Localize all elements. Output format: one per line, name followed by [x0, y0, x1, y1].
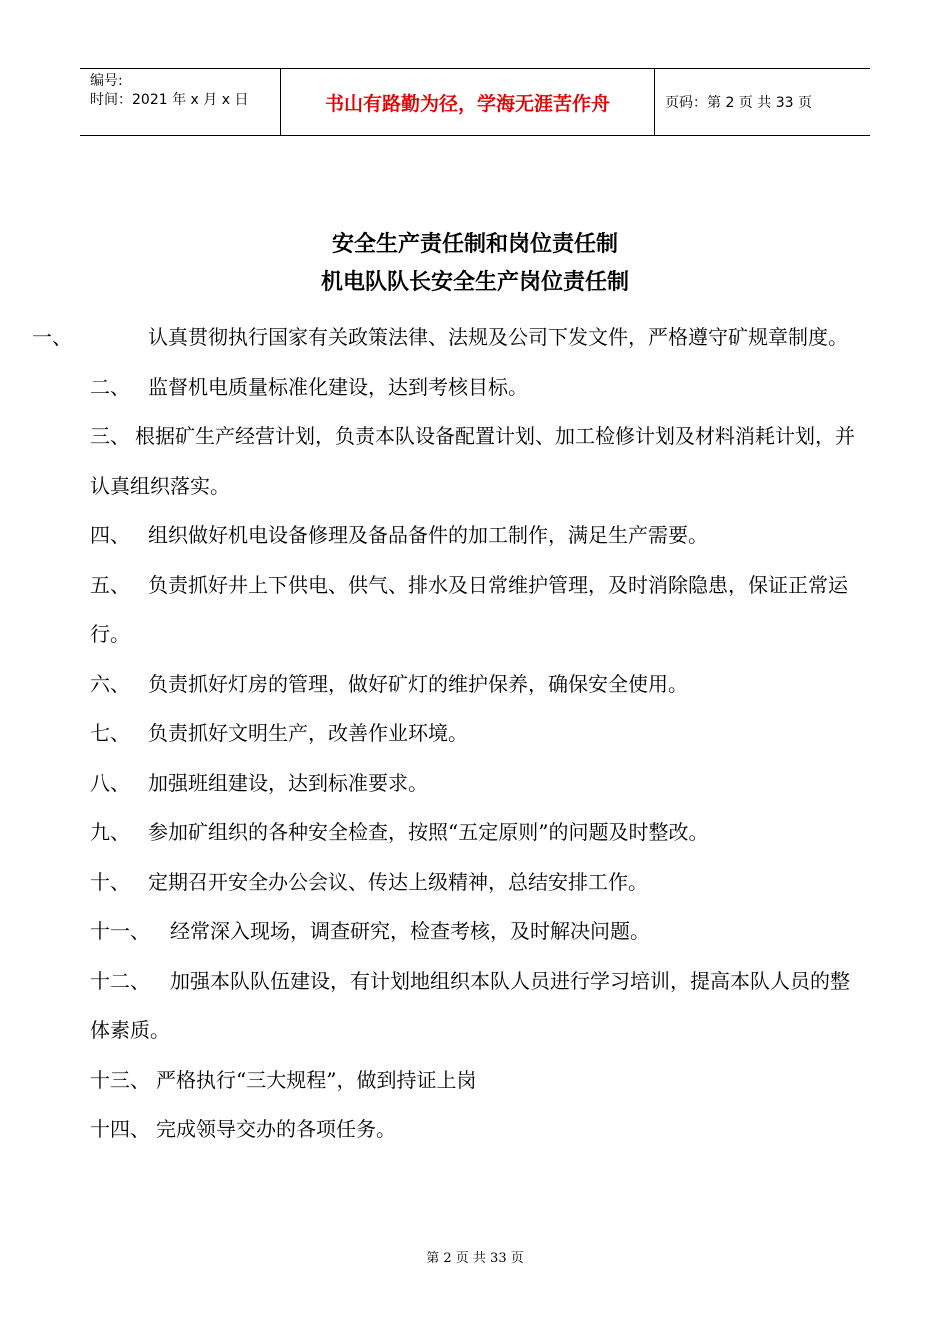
item-number: 六、	[90, 671, 130, 696]
item-text: 加强班组建设，达到标准要求。	[148, 770, 428, 795]
list-item	[90, 808, 860, 858]
item-text: 负责抓好文明生产，改善作业环境。	[148, 721, 468, 745]
document-subtitle: 机电队队长安全生产岗位责任制	[320, 270, 629, 295]
list-item	[90, 1056, 860, 1106]
item-text: 完成领导交办的各项任务。	[156, 1117, 396, 1141]
item-text: 参加矿组织的各种安全检查，按照“五定原则”的问题及时整改。	[148, 820, 709, 844]
item-number: 四、	[90, 523, 130, 547]
item-text: 负责抓好灯房的管理，做好矿灯的维护保养，确保安全使用。	[148, 671, 688, 696]
list-item	[90, 907, 860, 957]
item-text: 认真贯彻执行国家有关政策法律、法规及公司下发文件，严格遵守矿规章制度。	[148, 325, 848, 349]
item-number: 二、	[90, 374, 130, 399]
item-text: 加强本队队伍建设，有计划地组织本队人员进行学习培训，提高本队人员的整体素质。	[90, 968, 850, 1042]
list-item	[90, 957, 860, 1056]
item-number: 七、	[90, 721, 130, 745]
list-item	[90, 709, 860, 759]
document-title: 安全生产责任制和岗位责任制	[331, 232, 618, 257]
item-number: 九、	[90, 820, 130, 844]
item-number: 十四、	[90, 1117, 150, 1141]
page-footer: 第 2 页 共 33 页	[426, 1251, 524, 1266]
motto: 书山有路勤为径，学海无涯苦作舟	[281, 69, 655, 135]
list-item	[90, 412, 860, 511]
list-item	[90, 561, 860, 660]
list-item	[90, 759, 860, 809]
list-item	[90, 511, 860, 561]
item-text: 负责抓好井上下供电、供气、排水及日常维护管理，及时消除隐患，保证正常运行。	[90, 572, 848, 646]
duty-list	[32, 313, 860, 1155]
list-item	[90, 660, 860, 710]
item-number: 一、	[32, 325, 72, 349]
header-left-cell	[80, 69, 281, 135]
title-block	[0, 226, 950, 302]
item-number: 十、	[90, 869, 130, 894]
item-text: 定期召开安全办公会议、传达上级精神，总结安排工作。	[148, 869, 648, 894]
item-number: 八、	[90, 770, 130, 795]
item-text: 组织做好机电设备修理及备品备件的加工制作，满足生产需要。	[148, 523, 708, 547]
item-number: 十一、	[90, 919, 150, 943]
item-number: 五、	[90, 572, 130, 597]
item-text: 严格执行“三大规程”，做到持证上岗	[156, 1067, 477, 1092]
serial-label: 编号:	[90, 73, 123, 89]
item-number: 三、	[90, 424, 130, 448]
date-label: 时间：2021 年 x 月 x 日	[90, 92, 249, 108]
item-text: 经常深入现场，调查研究，检查考核，及时解决问题。	[170, 919, 650, 943]
item-number: 十三、	[90, 1067, 150, 1092]
item-text: 根据矿生产经营计划，负责本队设备配置计划、加工检修计划及材料消耗计划，并认真组织落实。	[90, 424, 855, 498]
item-text: 监督机电质量标准化建设，达到考核目标。	[148, 374, 528, 399]
list-item	[90, 1105, 860, 1155]
list-item	[90, 858, 860, 908]
list-item	[32, 313, 860, 363]
header-table	[80, 68, 870, 136]
list-item	[90, 363, 860, 413]
item-number: 十二、	[90, 968, 150, 993]
page-info: 页码：第 2 页 共 33 页	[665, 95, 812, 111]
